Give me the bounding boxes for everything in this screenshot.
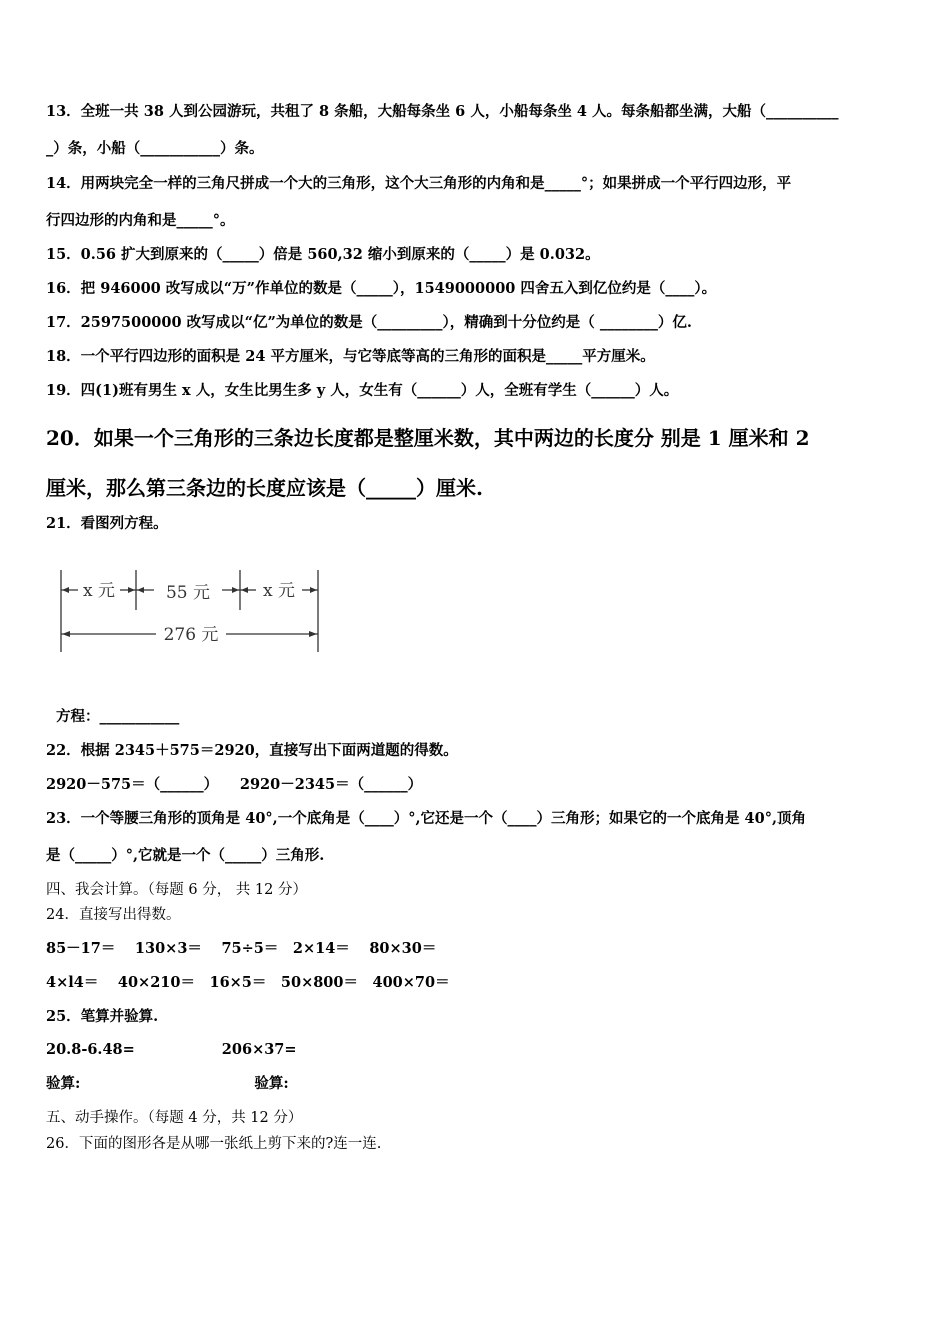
q22: 22．根据 2345＋575＝2920，直接写出下面两道题的得数。	[46, 742, 458, 759]
segment-x-right-label: x 元	[263, 581, 295, 601]
q17: 17．2597500000 改写成以“亿”为单位的数是（_________），精确到十分位约是（ ________）亿.	[46, 314, 692, 331]
q16: 16．把 946000 改写成以“万”作单位的数是（_____），1549000000 四舍五入到亿位约是（____）。	[46, 280, 717, 297]
q15: 15．0.56 扩大到原来的（_____）倍是 560,32 缩小到原来的（_____）是 0.032。	[46, 246, 600, 263]
q22-items: 2920－575＝（______） 2920－2345＝（______）	[46, 776, 423, 793]
q18: 18．一个平行四边形的面积是 24 平方厘米，与它等底等高的三角形的面积是_____平方厘米。	[46, 348, 655, 365]
q25-check: 验算: 验算:	[46, 1075, 289, 1092]
q23-line1: 23．一个等腰三角形的顶角是 40°,一个底角是（____）°,它还是一个（____）三角形；如果它的一个底角是 40°,顶角	[46, 810, 807, 827]
q20-line1: 20．如果一个三角形的三条边长度都是整厘米数，其中两边的长度分 别是 1 厘米和 2	[46, 426, 810, 450]
q21: 21．看图列方程。	[46, 515, 168, 532]
segment-55-label: 55 元	[165, 583, 211, 603]
section5-heading: 五、动手操作。（每题 4 分，共 12 分）	[46, 1110, 303, 1126]
q13-line1: 13．全班一共 38 人到公园游玩，共租了 8 条船，大船每条坐 6 人，小船每条坐 4 人。每条船都坐满，大船（__________	[46, 103, 839, 120]
q25-items: 20.8-6.48= 206×37=	[46, 1041, 297, 1058]
line-segment-diagram	[56, 566, 326, 658]
q19: 19．四(1)班有男生 x 人，女生比男生多 y 人，女生有（______）人，全班有学生（______）人。	[46, 382, 679, 399]
section4-heading: 四、我会计算。（每题 6 分， 共 12 分）	[46, 882, 307, 898]
q26: 26．下面的图形各是从哪一张纸上剪下来的?连一连.	[46, 1136, 382, 1152]
q21-answer: 方程：___________	[56, 708, 180, 725]
q24: 24．直接写出得数。	[46, 907, 181, 923]
q20-line2: 厘米，那么第三条边的长度应该是（_____）厘米.	[46, 476, 483, 500]
q24-row2: 4×l4＝ 40×210＝ 16×5＝ 50×800＝ 400×70＝	[46, 974, 450, 991]
q13-line2: _）条，小船（___________）条。	[46, 140, 264, 157]
q24-row1: 85－17＝ 130×3＝ 75÷5＝ 2×14＝ 80×30＝	[46, 940, 437, 957]
segment-x-left-label: x 元	[83, 581, 115, 601]
q14-line2: 行四边形的内角和是_____°。	[46, 212, 235, 229]
q25: 25．笔算并验算.	[46, 1008, 159, 1025]
total-276-label: 276 元	[163, 625, 219, 645]
q14-line1: 14．用两块完全一样的三角尺拼成一个大的三角形，这个大三角形的内角和是_____°；如果拼成一个平行四边形，平	[46, 175, 792, 192]
q23-line2: 是（_____）°,它就是一个（_____）三角形.	[46, 847, 325, 864]
